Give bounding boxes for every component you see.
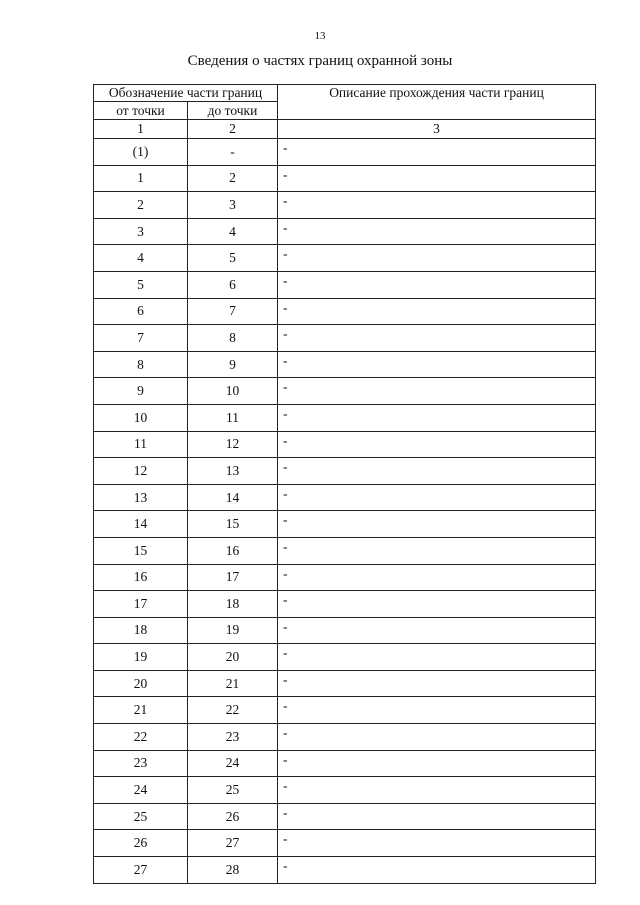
description-cell: - (278, 511, 596, 538)
to-point-cell: 5 (188, 245, 278, 272)
from-point-cell: 2 (94, 192, 188, 219)
to-point-cell: 8 (188, 325, 278, 352)
to-point-cell: 7 (188, 298, 278, 325)
description-cell: - (278, 404, 596, 431)
to-point-cell: 23 (188, 724, 278, 751)
description-cell: - (278, 564, 596, 591)
to-point-cell: 27 (188, 830, 278, 857)
from-point-cell: 7 (94, 325, 188, 352)
from-point-cell: 23 (94, 750, 188, 777)
from-point-cell: 6 (94, 298, 188, 325)
from-point-cell: 18 (94, 617, 188, 644)
table-row (94, 777, 596, 804)
description-cell: - (278, 431, 596, 458)
description-cell: - (278, 165, 596, 192)
header-description: Описание прохождения части границ (278, 85, 596, 120)
from-point-cell: 1 (94, 165, 188, 192)
description-cell: - (278, 591, 596, 618)
to-point-cell: 14 (188, 484, 278, 511)
table-row (94, 697, 596, 724)
from-point-cell: 17 (94, 591, 188, 618)
to-point-cell: 22 (188, 697, 278, 724)
from-point-cell: 25 (94, 803, 188, 830)
description-cell: - (278, 724, 596, 751)
from-point-cell: 26 (94, 830, 188, 857)
from-point-cell: 24 (94, 777, 188, 804)
description-cell: - (278, 697, 596, 724)
from-point-cell: 5 (94, 271, 188, 298)
table-row (94, 511, 596, 538)
description-cell: - (278, 458, 596, 485)
document-title: Сведения о частях границ охранной зоны (187, 53, 453, 69)
table-row (94, 830, 596, 857)
description-cell: - (278, 298, 596, 325)
table-row (94, 298, 596, 325)
table-row (94, 857, 596, 884)
description-cell: - (278, 670, 596, 697)
description-cell: - (278, 218, 596, 245)
to-point-cell: 2 (188, 165, 278, 192)
to-point-cell: 25 (188, 777, 278, 804)
from-point-cell: 10 (94, 404, 188, 431)
table-row (94, 378, 596, 405)
description-cell: - (278, 192, 596, 219)
to-point-cell: 10 (188, 378, 278, 405)
table-row (94, 271, 596, 298)
description-cell: - (278, 484, 596, 511)
table-row (94, 431, 596, 458)
to-point-cell: 20 (188, 644, 278, 671)
description-cell: - (278, 245, 596, 272)
from-point-cell: 20 (94, 670, 188, 697)
table-row (94, 591, 596, 618)
description-cell: - (278, 537, 596, 564)
from-point-cell: 12 (94, 458, 188, 485)
to-point-cell: 26 (188, 803, 278, 830)
column-number-2: 2 (188, 120, 278, 139)
from-point-cell: 27 (94, 857, 188, 884)
table-row (94, 351, 596, 378)
description-cell: - (278, 139, 596, 166)
from-point-cell: 22 (94, 724, 188, 751)
description-cell: - (278, 325, 596, 352)
description-cell: - (278, 803, 596, 830)
to-point-cell: 15 (188, 511, 278, 538)
table-row (94, 484, 596, 511)
table-row (94, 670, 596, 697)
table-row (94, 750, 596, 777)
table-row (94, 617, 596, 644)
to-point-cell: 16 (188, 537, 278, 564)
table-row (94, 404, 596, 431)
header-to-point: до точки (188, 102, 278, 120)
to-point-cell: - (188, 139, 278, 166)
to-point-cell: 17 (188, 564, 278, 591)
table-body (94, 139, 596, 884)
description-cell: - (278, 857, 596, 884)
from-point-cell: 9 (94, 378, 188, 405)
header-from-point: от точки (94, 102, 188, 120)
header-boundary-designation: Обозначение части границ (94, 85, 278, 102)
table-row (94, 724, 596, 751)
column-number-3: 3 (278, 120, 596, 139)
from-point-cell: (1) (94, 139, 188, 166)
table-row (94, 218, 596, 245)
to-point-cell: 12 (188, 431, 278, 458)
from-point-cell: 16 (94, 564, 188, 591)
description-cell: - (278, 750, 596, 777)
from-point-cell: 19 (94, 644, 188, 671)
to-point-cell: 3 (188, 192, 278, 219)
from-point-cell: 4 (94, 245, 188, 272)
table-row (94, 192, 596, 219)
table-row (94, 537, 596, 564)
description-cell: - (278, 351, 596, 378)
description-cell: - (278, 644, 596, 671)
description-cell: - (278, 617, 596, 644)
from-point-cell: 3 (94, 218, 188, 245)
from-point-cell: 15 (94, 537, 188, 564)
table-row (94, 458, 596, 485)
to-point-cell: 9 (188, 351, 278, 378)
description-cell: - (278, 830, 596, 857)
table-row (94, 803, 596, 830)
from-point-cell: 8 (94, 351, 188, 378)
page-number: 13 (314, 30, 326, 42)
description-cell: - (278, 777, 596, 804)
table-row (94, 564, 596, 591)
table-row (94, 245, 596, 272)
to-point-cell: 4 (188, 218, 278, 245)
table-row (94, 644, 596, 671)
table-row (94, 165, 596, 192)
table-row (94, 139, 596, 166)
to-point-cell: 18 (188, 591, 278, 618)
from-point-cell: 14 (94, 511, 188, 538)
description-cell: - (278, 271, 596, 298)
boundary-parts-table (93, 84, 596, 884)
to-point-cell: 28 (188, 857, 278, 884)
from-point-cell: 11 (94, 431, 188, 458)
table-row (94, 325, 596, 352)
to-point-cell: 21 (188, 670, 278, 697)
description-cell: - (278, 378, 596, 405)
to-point-cell: 13 (188, 458, 278, 485)
to-point-cell: 19 (188, 617, 278, 644)
to-point-cell: 11 (188, 404, 278, 431)
to-point-cell: 24 (188, 750, 278, 777)
from-point-cell: 21 (94, 697, 188, 724)
to-point-cell: 6 (188, 271, 278, 298)
column-number-1: 1 (94, 120, 188, 139)
from-point-cell: 13 (94, 484, 188, 511)
